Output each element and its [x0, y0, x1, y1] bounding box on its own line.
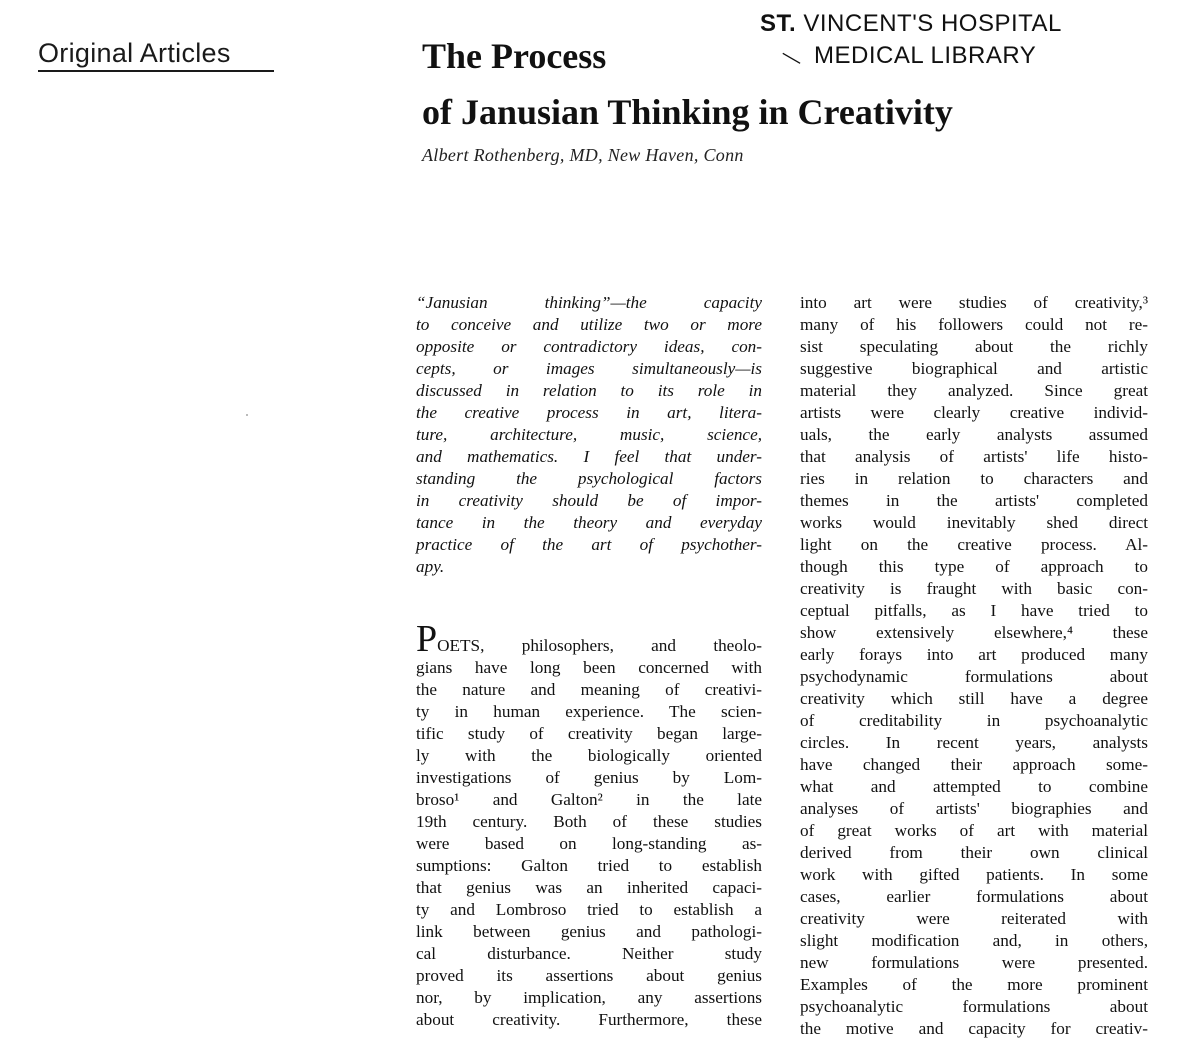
body-line: gians have long been concerned with — [416, 658, 762, 677]
body-line: uals, the early analysts assumed — [800, 425, 1148, 444]
body-column-2 — [800, 292, 1148, 1040]
scan-speck — [246, 414, 248, 416]
abstract-line: discussed in relation to its role in — [416, 381, 762, 400]
body-line: investigations of genius by Lom- — [416, 768, 762, 787]
abstract-line: the creative process in art, litera- — [416, 403, 762, 422]
body-line: have changed their approach some- — [800, 755, 1148, 774]
body-column-1 — [416, 618, 762, 1031]
body-line: into art were studies of creativity,³ — [800, 293, 1148, 312]
body-line: creativity is fraught with basic con- — [800, 579, 1148, 598]
body-line: sist speculating about the richly — [800, 337, 1148, 356]
section-label: Original Articles — [38, 38, 231, 68]
body-line: though this type of approach to — [800, 557, 1148, 576]
body-line: of creditability in psychoanalytic — [800, 711, 1148, 730]
stamp-arrow-icon: — — [777, 42, 807, 73]
body-line: themes in the artists' completed — [800, 491, 1148, 510]
body-line: ly with the biologically oriented — [416, 746, 762, 765]
body-line: analyses of artists' biographies and — [800, 799, 1148, 818]
body-line: psychodynamic formulations about — [800, 667, 1148, 686]
abstract-line: cepts, or images simultaneously—is — [416, 359, 762, 378]
body-line: what and attempted to combine — [800, 777, 1148, 796]
section-rule — [38, 70, 274, 72]
body-line: slight modification and, in others, — [800, 931, 1148, 950]
body-line: that genius was an inherited capaci- — [416, 878, 762, 897]
abstract-line: and mathematics. I feel that under- — [416, 447, 762, 466]
body-line: ries in relation to characters and — [800, 469, 1148, 488]
title-line-2: of Janusian Thinking in Creativity — [422, 92, 953, 132]
abstract-line: to conceive and utilize two or more — [416, 315, 762, 334]
abstract-line: “Janusian thinking”—the capacity — [416, 293, 762, 312]
body-line: material they analyzed. Since great — [800, 381, 1148, 400]
stamp-line-1 — [760, 8, 1062, 40]
body-line: that analysis of artists' life histo- — [800, 447, 1148, 466]
body-line: psychoanalytic formulations about — [800, 997, 1148, 1016]
body-line: 19th century. Both of these studies — [416, 812, 762, 831]
body-line: cal disturbance. Neither study — [416, 944, 762, 963]
abstract-line: in creativity should be of impor- — [416, 491, 762, 510]
body-line: the motive and capacity for creativ- — [800, 1019, 1148, 1038]
abstract-line: standing the psychological factors — [416, 469, 762, 488]
body-line: many of his followers could not re- — [800, 315, 1148, 334]
body-line: ty and Lombroso tried to establish a — [416, 900, 762, 919]
body-line: light on the creative process. Al- — [800, 535, 1148, 554]
title-line-1: The Process — [422, 36, 607, 76]
body-line: circles. In recent years, analysts — [800, 733, 1148, 752]
body-line: show extensively elsewhere,⁴ these — [800, 623, 1148, 642]
body-line: cases, earlier formulations about — [800, 887, 1148, 906]
body-line: were based on long-standing as- — [416, 834, 762, 853]
drop-cap: P — [416, 618, 438, 660]
body-line: about creativity. Furthermore, these — [416, 1010, 762, 1029]
body-line: tific study of creativity began large- — [416, 724, 762, 743]
body-line: works would inevitably shed direct — [800, 513, 1148, 532]
body-first-line — [416, 618, 762, 660]
body-line: ty in human experience. The scien- — [416, 702, 762, 721]
body-line: sumptions: Galton tried to establish — [416, 856, 762, 875]
abstract-line: apy. — [416, 557, 445, 576]
author-byline: Albert Rothenberg, MD, New Haven, Conn — [422, 145, 744, 165]
stamp-line-2 — [760, 40, 1062, 73]
stamp-line-1-text: VINCENT'S HOSPITAL — [803, 10, 1062, 37]
body-line: creativity which still have a degree — [800, 689, 1148, 708]
body-line: derived from their own clinical — [800, 843, 1148, 862]
body-line: ceptual pitfalls, as I have tried to — [800, 601, 1148, 620]
body-line: proved its assertions about genius — [416, 966, 762, 985]
body-line: creativity were reiterated with — [800, 909, 1148, 928]
library-stamp — [760, 8, 1062, 73]
body-line: nor, by implication, any assertions — [416, 988, 762, 1007]
body-line: Examples of the more prominent — [800, 975, 1148, 994]
stamp-prefix: ST. — [760, 10, 797, 37]
first-line-text: OETS, philosophers, and theolo- — [437, 636, 762, 655]
body-line: link between genius and pathologi- — [416, 922, 762, 941]
abstract-line: tance in the theory and everyday — [416, 513, 762, 532]
abstract — [416, 292, 762, 578]
body-line: of great works of art with material — [800, 821, 1148, 840]
body-line: new formulations were presented. — [800, 953, 1148, 972]
body-line: early forays into art produced many — [800, 645, 1148, 664]
body-line: artists were clearly creative individ- — [800, 403, 1148, 422]
body-line: broso¹ and Galton² in the late — [416, 790, 762, 809]
stamp-line-2-text: MEDICAL LIBRARY — [814, 42, 1037, 69]
body-line: work with gifted patients. In some — [800, 865, 1148, 884]
body-line: the nature and meaning of creativi- — [416, 680, 762, 699]
body-line: suggestive biographical and artistic — [800, 359, 1148, 378]
abstract-line: ture, architecture, music, science, — [416, 425, 762, 444]
abstract-line: opposite or contradictory ideas, con- — [416, 337, 762, 356]
abstract-line: practice of the art of psychother- — [416, 535, 762, 554]
body-column-1-lines — [416, 657, 762, 1031]
